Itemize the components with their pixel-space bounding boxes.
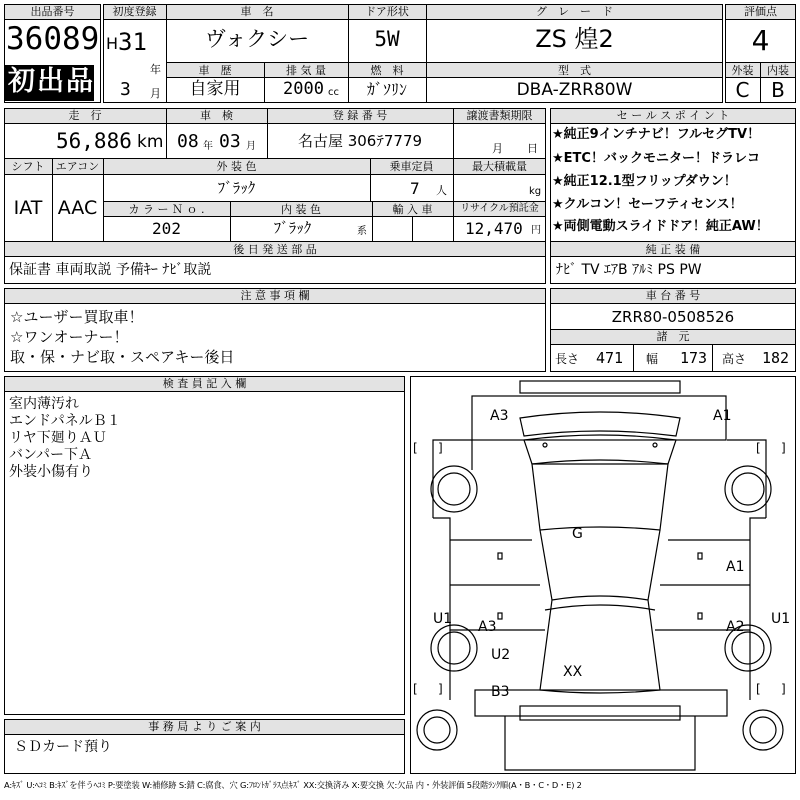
- displacement: 2000: [283, 79, 324, 99]
- svg-text:[: [: [413, 441, 418, 455]
- first-reg-year-unit: 年: [150, 63, 161, 76]
- car-name-header: 車 名: [240, 5, 274, 18]
- inspection-month: 03: [219, 131, 241, 152]
- score-header: 評価点: [744, 5, 777, 18]
- inspector-line: 外装小傷有り: [9, 464, 93, 480]
- import-header: 輸 入 車: [392, 203, 433, 216]
- car-name: ヴォクシー: [204, 27, 310, 51]
- sales-point-line: ★純正12.1型フリップダウン！: [552, 174, 737, 189]
- dims-header: 諸 元: [656, 330, 690, 343]
- sales-point-line: ★両側電動スライドドア！純正AW！: [552, 219, 769, 234]
- aircon-header: エアコン: [55, 160, 100, 173]
- damage-mark: A1: [713, 408, 732, 424]
- mileage: 56,886: [56, 129, 132, 153]
- plate-header: 登 録 番 号: [332, 109, 388, 122]
- damage-mark: G: [572, 526, 583, 542]
- damage-mark: XX: [563, 664, 583, 680]
- damage-mark: A2: [726, 619, 745, 635]
- equipment: ﾅﾋﾞ TV ｴｱB ｱﾙﾐ PS PW: [556, 262, 702, 278]
- first-reg-month: 3: [120, 79, 131, 100]
- width-label: 幅: [646, 352, 659, 366]
- aircon: AAC: [57, 197, 98, 219]
- model-code: DBA-ZRR80W: [516, 80, 633, 100]
- interior-color-unit: 系: [357, 226, 367, 237]
- inspection-header: 車 検: [200, 109, 233, 122]
- damage-mark: A1: [726, 559, 745, 575]
- transfer-month-unit: 月: [492, 142, 503, 155]
- max-load-unit: kg: [529, 186, 542, 197]
- height: 182: [762, 349, 790, 367]
- inspection-year: 08: [177, 131, 199, 152]
- history-header: 車 歴: [198, 64, 232, 77]
- office-header: 事 務 局 よ り ご 案 内: [148, 720, 261, 733]
- shift: IAT: [13, 197, 43, 219]
- chassis-number: ZRR80-0508526: [611, 308, 735, 326]
- lot-number-header: 出品番号: [30, 5, 75, 18]
- height-label: 高さ: [722, 352, 747, 366]
- svg-text:[: [: [756, 682, 761, 696]
- shift-header: シフト: [11, 160, 45, 173]
- sales-points-header: セ ー ル ス ポ イ ン ト: [616, 109, 730, 122]
- office-note: ＳＤカード預り: [14, 739, 112, 755]
- svg-text:]: ]: [781, 441, 786, 455]
- damage-mark: U1: [771, 611, 791, 627]
- notes-line: ☆ユーザー買取車！: [10, 308, 144, 326]
- damage-mark: U2: [491, 647, 511, 663]
- length: 471: [596, 349, 624, 367]
- inspector-line: 室内薄汚れ: [9, 396, 79, 412]
- inspection-year-unit: 年: [203, 141, 213, 152]
- width: 173: [680, 349, 708, 367]
- svg-text:[: [: [756, 441, 761, 455]
- capacity: 7: [410, 179, 420, 198]
- transfer-day-unit: 日: [527, 142, 538, 155]
- mileage-header: 走 行: [68, 109, 102, 122]
- svg-text:]: ]: [781, 682, 786, 696]
- plate-number: 名古屋 306ﾃ7779: [297, 132, 423, 150]
- fuel: ｶﾞｿﾘﾝ: [366, 80, 407, 99]
- first-reg-year: 31: [118, 28, 147, 56]
- recycle-fee-header: リサイクル預託金: [460, 203, 539, 214]
- color-number-header: カ ラ ー Ｎ ｏ .: [128, 203, 205, 216]
- chassis-header: 車 台 番 号: [645, 289, 701, 302]
- color-number: 202: [152, 219, 181, 238]
- exterior-color: ﾌﾞﾗｯｸ: [217, 179, 256, 197]
- first-reg-header: 初度登録: [112, 5, 157, 18]
- notes-header: 注 意 事 項 欄: [240, 289, 310, 302]
- inspector-line: エンドパネルＢ１: [9, 413, 121, 429]
- interior-color-header: 内 装 色: [281, 203, 321, 216]
- damage-legend: A:ｷｽﾞ U:ﾍｺﾐ B:ｷｽﾞを伴うﾍｺﾐ P:要塗装 W:補修跡 S:錆 C:腐食、穴 G:ﾌﾛﾝﾄｶﾞﾗｽ点ｷｽﾞ XX:交換済み X:要交換 欠:欠品 内・外装評価 5段階ﾗﾝｸ順(A・B・C・D・E) 2: [4, 780, 582, 790]
- grade: ZS 煌2: [535, 25, 614, 53]
- inspector-line: バンパー下Ａ: [9, 447, 93, 463]
- inspection-month-unit: 月: [246, 141, 256, 152]
- model-code-header: 型 式: [558, 64, 591, 77]
- first-listing-label: 初出品: [8, 66, 95, 97]
- later-parts: 保証書 車両取説 予備ｷｰ ﾅﾋﾞ取説: [9, 262, 212, 278]
- recycle-fee: 12,470: [465, 219, 523, 238]
- door-type: 5W: [374, 27, 400, 51]
- notes-line: ☆ワンオーナー！: [10, 328, 129, 346]
- car-diagram: [410, 376, 796, 774]
- damage-mark: A3: [478, 619, 497, 635]
- interior-color: ﾌﾞﾗｯｸ: [273, 219, 312, 237]
- capacity-unit: 人: [436, 184, 447, 197]
- inspector-header: 検 査 員 記 入 欄: [162, 377, 247, 390]
- exterior-grade: C: [735, 78, 750, 102]
- max-load-header: 最大積載量: [472, 160, 527, 173]
- grade-header: グ レ ー ド: [536, 5, 613, 18]
- sales-point-line: ★純正9インチナビ！フルセグTV！: [552, 127, 761, 142]
- damage-mark: A3: [490, 408, 509, 424]
- equipment-header: 純 正 装 備: [645, 243, 701, 256]
- displacement-unit: cc: [328, 87, 339, 98]
- damage-mark: U1: [433, 611, 453, 627]
- notes-line: 取・保・ナビ取・スペアキー後日: [10, 348, 235, 366]
- recycle-fee-unit: 円: [531, 225, 541, 236]
- length-label: 長さ: [555, 352, 580, 366]
- interior-grade-header: 内装: [767, 64, 789, 77]
- door-header: ドア形状: [365, 5, 409, 18]
- exterior-color-header: 外 装 色: [216, 160, 257, 173]
- later-parts-header: 後 日 発 送 部 品: [233, 243, 317, 256]
- lot-number: 36089: [6, 21, 100, 57]
- exterior-grade-header: 外装: [731, 64, 754, 77]
- transfer-docs-header: 譲渡書類期限: [466, 109, 533, 122]
- svg-text:]: ]: [438, 682, 443, 696]
- displacement-header: 排 気 量: [286, 64, 326, 77]
- score: 4: [751, 24, 770, 57]
- inspector-line: リヤ下廻りＡＵ: [9, 430, 107, 446]
- capacity-header: 乗車定員: [389, 160, 434, 173]
- fuel-header: 燃 料: [370, 64, 404, 77]
- damage-mark: B3: [491, 684, 510, 700]
- first-reg-month-unit: 月: [150, 87, 161, 100]
- mileage-unit: km: [137, 132, 164, 152]
- first-reg-era: H: [106, 34, 119, 53]
- svg-text:[: [: [413, 682, 418, 696]
- history: 自家用: [189, 79, 241, 99]
- interior-grade: B: [771, 78, 785, 102]
- svg-text:]: ]: [438, 441, 443, 455]
- sales-point-line: ★ETC！バックモニター！ドラレコ: [552, 151, 760, 166]
- sales-point-line: ★クルコン！セーフティセンス！: [552, 197, 743, 212]
